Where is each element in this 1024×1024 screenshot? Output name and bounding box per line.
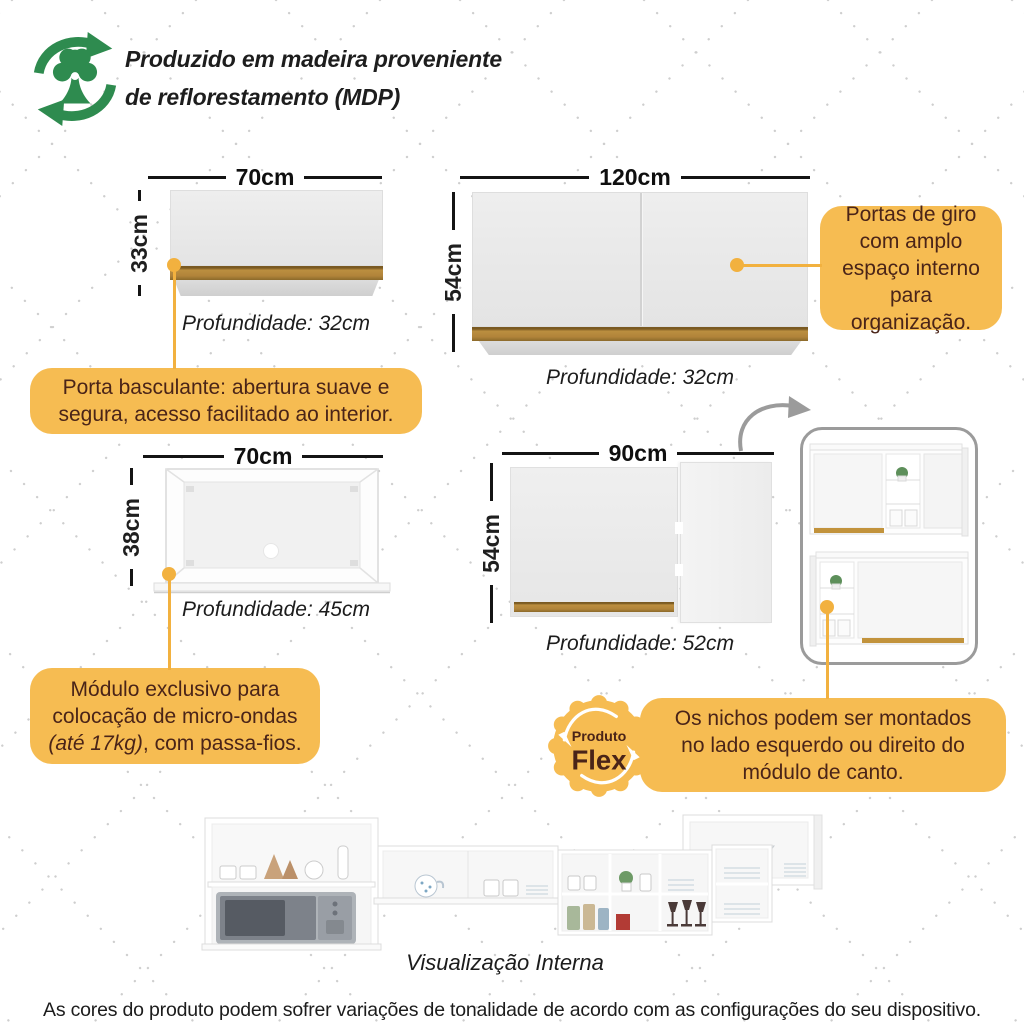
kitchen-center-unit bbox=[558, 850, 712, 935]
module-a-width-dimension bbox=[148, 164, 382, 191]
produto-flex-badge bbox=[543, 690, 655, 802]
connector-line-basculante bbox=[173, 265, 176, 369]
module-d-side-door bbox=[680, 462, 772, 623]
connector-dot-basculante bbox=[167, 258, 181, 272]
module-b-door-divider bbox=[640, 193, 642, 326]
kitchen-midright-shelf bbox=[712, 845, 772, 922]
module-d-hinge-bottom bbox=[675, 564, 683, 576]
module-a-door bbox=[170, 190, 383, 266]
module-b-figure bbox=[472, 192, 808, 355]
kitchen-internal-view-photo bbox=[190, 798, 835, 956]
callout-porta-basculante: Porta basculante: abertura suave e segura, acesso facilitado ao interior. bbox=[30, 368, 422, 434]
footnote: As cores do produto podem sofrer variações de tonalidade de acordo com as configurações do seu dispositivo. bbox=[43, 999, 981, 1021]
module-d-height-label: 54cm bbox=[477, 513, 504, 573]
module-c-height-dimension bbox=[116, 468, 146, 586]
module-d-height-dimension bbox=[476, 463, 506, 623]
header-title bbox=[125, 40, 502, 116]
header-title-line2: de reflorestamento (MDP) bbox=[125, 84, 401, 110]
header-title-line1: Produzido em madeira proveniente bbox=[125, 46, 503, 72]
module-b-height-dimension bbox=[438, 192, 468, 352]
module-c-width-label: 70cm bbox=[233, 443, 293, 469]
module-c-depth-label: Profundidade: 45cm bbox=[182, 598, 370, 621]
module-a-width-label: 70cm bbox=[235, 164, 295, 190]
decor-bottle bbox=[338, 846, 348, 879]
module-a-height-dimension bbox=[124, 190, 154, 296]
connector-dot-portas-giro bbox=[730, 258, 744, 272]
module-a-wood-strip bbox=[170, 266, 383, 280]
module-d-depth-label: Profundidade: 52cm bbox=[546, 632, 734, 655]
module-b-depth-label: Profundidade: 32cm bbox=[546, 366, 734, 389]
corner-module-photo-right-niche bbox=[806, 442, 972, 542]
connector-dot-nichos bbox=[820, 600, 834, 614]
connector-line-microondas bbox=[168, 574, 171, 670]
module-b-underside bbox=[472, 341, 808, 355]
callout-portas-de-giro: Portas de giro com amplo espaço interno para organização. bbox=[820, 206, 1002, 330]
module-c-height-label: 38cm bbox=[117, 497, 144, 557]
module-b-width-dimension bbox=[460, 164, 810, 191]
module-b-wood-strip bbox=[472, 327, 808, 341]
module-a-depth-label: Profundidade: 32cm bbox=[182, 312, 370, 335]
callout-nichos: Os nichos podem ser montados no lado esquerdo ou direito do módulo de canto. bbox=[640, 698, 1006, 792]
recycle-tree-icon bbox=[26, 30, 124, 128]
module-d-back-panel bbox=[510, 467, 678, 617]
microwave bbox=[216, 892, 356, 944]
connector-line-portas-giro bbox=[740, 264, 822, 267]
wine-glasses bbox=[667, 900, 706, 927]
wood-strip bbox=[814, 528, 884, 533]
module-c-figure bbox=[152, 468, 392, 596]
teapot bbox=[415, 875, 437, 897]
cable-hole bbox=[264, 544, 279, 559]
kitchen-caption: Visualização Interna bbox=[406, 950, 604, 975]
module-d-width-label: 90cm bbox=[608, 440, 668, 466]
module-b-width-label: 120cm bbox=[599, 164, 671, 190]
module-b-height-label: 54cm bbox=[439, 242, 466, 302]
kitchen-left-unit bbox=[202, 818, 381, 950]
module-c-width-dimension bbox=[143, 443, 383, 470]
module-c-bottom-shelf bbox=[154, 583, 390, 591]
badge-label-bottom: Flex bbox=[571, 744, 627, 776]
module-a-height-label: 33cm bbox=[125, 213, 152, 273]
badge-label-top: Produto bbox=[571, 728, 627, 745]
module-a-underside bbox=[170, 280, 383, 296]
connector-line-nichos bbox=[826, 607, 829, 699]
callout-microondas: Módulo exclusivo para colocação de micro-ondas (até 17kg), com passa-fios. bbox=[30, 668, 320, 764]
red-box bbox=[616, 914, 630, 930]
module-a-figure bbox=[170, 190, 383, 296]
wood-strip bbox=[862, 638, 964, 643]
module-d-wood-strip bbox=[514, 602, 674, 612]
module-b-doors bbox=[472, 192, 808, 327]
module-d-hinge-top bbox=[675, 522, 683, 534]
connector-dot-microondas bbox=[162, 567, 176, 581]
kitchen-midleft-shelf bbox=[374, 846, 562, 904]
canister bbox=[567, 906, 580, 930]
